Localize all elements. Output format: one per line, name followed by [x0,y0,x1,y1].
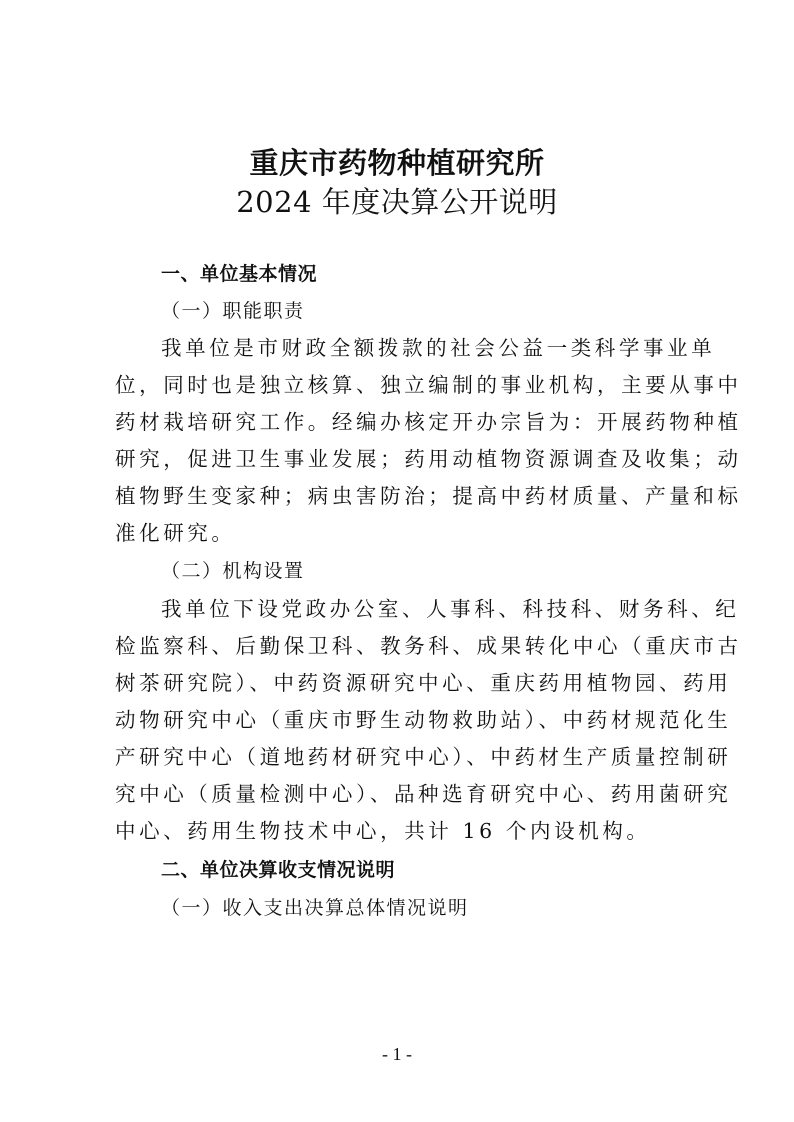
page-number: - 1 - [382,1044,412,1064]
paragraph-line: 究中心（质量检测中心）、品种选育研究中心、药用菌研究 [115,782,732,806]
paragraph-line: 树茶研究院）、中药资源研究中心、重庆药用植物园、药用 [115,671,732,695]
paragraph-line: 我单位下设党政办公室、人事科、科技科、财务科、纪 [161,597,740,621]
section-2-subheading-1: （一）收入支出决算总体情况说明 [161,897,469,919]
paragraph-line: 准化研究。 [115,521,236,545]
paragraph-line: 研究，促进卫生事业发展；药用动植物资源调查及收集；动 [115,447,742,471]
document-title-line-2: 2024 年度决算公开说明 [236,185,558,219]
paragraph-line: 中心、药用生物技术中心，共计 16 个内设机构。 [115,819,651,843]
paragraph-line: 我单位是市财政全额拨款的社会公益一类科学事业单 [161,336,716,360]
paragraph-line: 药材栽培研究工作。经编办核定开办宗旨为：开展药物种植 [115,410,742,434]
paragraph-line: 植物野生变家种；病虫害防治；提高中药材质量、产量和标 [115,484,742,508]
paragraph-line: 动物研究中心（重庆市野生动物救助站）、中药材规范化生 [115,708,732,732]
paragraph-line: 产研究中心（道地药材研究中心）、中药材生产质量控制研 [115,745,732,769]
paragraph-line: 检监察科、后勤保卫科、教务科、成果转化中心（重庆市古 [115,634,742,658]
paragraph-line: 位，同时也是独立核算、独立编制的事业机构，主要从事中 [115,373,742,397]
section-1-heading: 一、单位基本情况 [161,263,318,285]
document-title-line-1: 重庆市药物种植研究所 [249,146,545,180]
section-2-heading: 二、单位决算收支情况说明 [161,859,396,881]
section-1-subheading-2: （二）机构设置 [161,560,305,582]
section-1-subheading-1: （一）职能职责 [161,300,305,322]
